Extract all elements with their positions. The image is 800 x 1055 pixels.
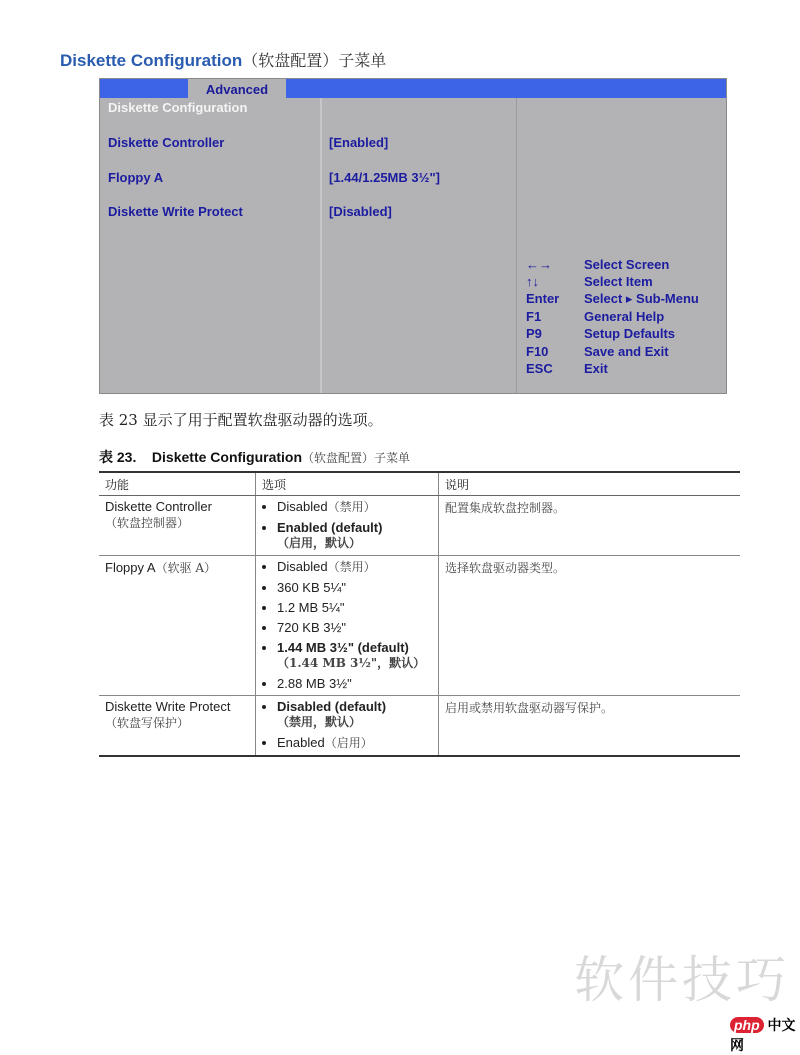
- option-cn: （启用）: [324, 736, 373, 750]
- feature-cn: （软驱 A）: [155, 561, 217, 575]
- option-cn: （禁用）: [327, 560, 376, 574]
- key-desc: Select ▸ Sub-Menu: [584, 291, 699, 306]
- options-cell: [256, 556, 439, 696]
- option-item: [277, 499, 432, 515]
- setting-label[interactable]: Floppy A: [108, 170, 164, 185]
- options-cell: [256, 696, 439, 757]
- key: P9: [526, 326, 542, 341]
- feature-name: Diskette Controller: [105, 499, 212, 514]
- feature-cell: [99, 496, 256, 556]
- column-header: 功能: [99, 472, 256, 496]
- setting-value[interactable]: [Enabled]: [329, 135, 389, 150]
- feature-cell: [99, 696, 256, 757]
- key-desc: Select Item: [584, 274, 653, 289]
- option-text: 360 KB 5¼": [277, 580, 346, 595]
- feature-cn: （软盘控制器）: [105, 516, 190, 530]
- option-cn: （禁用）: [327, 500, 376, 514]
- option-cn: （1.44 MB 3½"，默认）: [277, 656, 426, 670]
- heading-en: Diskette Configuration: [60, 51, 243, 70]
- table-caption-cn: （软盘配置）子菜单: [302, 451, 411, 465]
- page-heading: [60, 48, 386, 71]
- intro-text: 表 23 显示了用于配置软盘驱动器的选项。: [99, 411, 383, 429]
- key: ←→: [526, 257, 552, 272]
- key: ESC: [526, 361, 553, 376]
- option-text: 2.88 MB 3½": [277, 676, 352, 691]
- table-row: [99, 496, 740, 556]
- setting-value[interactable]: [1.44/1.25MB 3½"]: [329, 170, 440, 185]
- description-cell: 启用或禁用软盘驱动器写保护。: [439, 696, 741, 757]
- table-number: 表 23.: [99, 449, 137, 465]
- option-text: 1.2 MB 5¼": [277, 600, 345, 615]
- option-item: [277, 600, 432, 615]
- description-cell: 选择软盘驱动器类型。: [439, 556, 741, 696]
- options-cell: [256, 496, 439, 556]
- option-item: [277, 676, 432, 691]
- divider: [516, 98, 517, 393]
- option-text: Enabled: [277, 735, 325, 750]
- setting-label[interactable]: Diskette Write Protect: [108, 204, 243, 219]
- feature-cell: [99, 556, 256, 696]
- setting-label[interactable]: Diskette Controller: [108, 135, 225, 150]
- description-cell: 配置集成软盘控制器。: [439, 496, 741, 556]
- site-logo: [730, 1015, 800, 1055]
- key-desc: General Help: [584, 309, 665, 324]
- key-desc: Select Screen: [584, 257, 670, 272]
- option-text: Enabled (default): [277, 520, 383, 535]
- option-item: [277, 580, 432, 595]
- watermark: 软件技巧: [574, 951, 790, 1009]
- divider: [320, 98, 322, 393]
- table-caption: [99, 447, 410, 467]
- option-item: [277, 620, 432, 635]
- feature-cn: （软盘写保护）: [105, 716, 190, 730]
- option-text: Disabled: [277, 499, 328, 514]
- option-text: 720 KB 3½": [277, 620, 346, 635]
- key-desc: Save and Exit: [584, 344, 669, 359]
- option-item: [277, 699, 432, 730]
- key-desc: Exit: [584, 361, 608, 376]
- key-desc: Setup Defaults: [584, 326, 676, 341]
- column-header: 说明: [439, 472, 741, 496]
- option-item: [277, 640, 432, 671]
- tab-advanced[interactable]: Advanced: [188, 79, 286, 99]
- key: ↑↓: [526, 274, 539, 289]
- option-text: Disabled (default): [277, 699, 387, 714]
- logo-php: php: [730, 1017, 764, 1033]
- option-text: 1.44 MB 3½" (default): [277, 640, 409, 655]
- column-header: 选项: [256, 472, 439, 496]
- table-caption-en: Diskette Configuration: [151, 449, 303, 465]
- option-item: [277, 520, 432, 551]
- table-row: [99, 556, 740, 696]
- option-cn: （启用，默认）: [277, 536, 362, 550]
- option-cn: （禁用，默认）: [277, 715, 362, 729]
- option-item: [277, 559, 432, 575]
- logo-site: 中文网: [730, 1017, 796, 1053]
- section-title: Diskette Configuration: [108, 100, 248, 115]
- option-text: Disabled: [277, 559, 328, 574]
- feature-name: Floppy A: [105, 560, 156, 575]
- option-item: [277, 735, 432, 751]
- heading-cn: （软盘配置）子菜单: [242, 51, 387, 70]
- key: F1: [526, 309, 542, 324]
- key: F10: [526, 344, 549, 359]
- table-row: [99, 696, 740, 757]
- setting-value[interactable]: [Disabled]: [329, 204, 392, 219]
- key: Enter: [526, 291, 560, 306]
- feature-name: Diskette Write Protect: [105, 699, 231, 714]
- options-table: [99, 471, 740, 757]
- bios-screenshot: [99, 78, 727, 394]
